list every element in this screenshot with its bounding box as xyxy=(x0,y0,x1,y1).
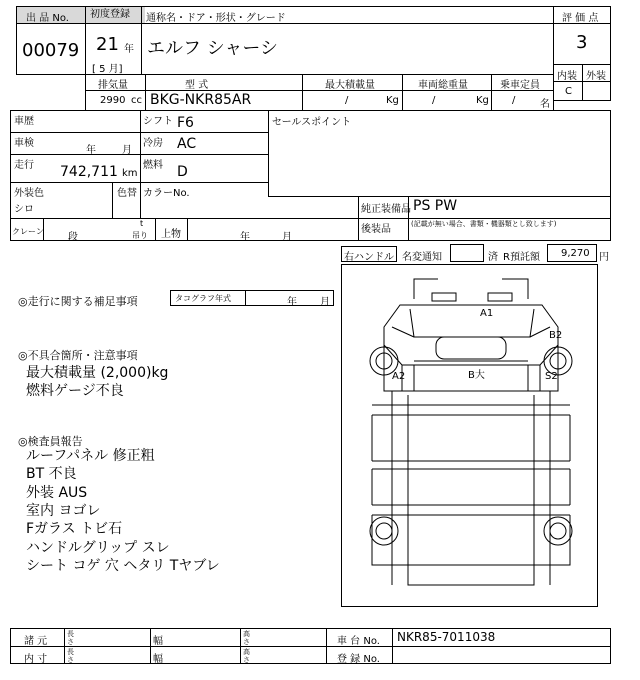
chassis-no-label: 車 台 No. xyxy=(337,636,380,647)
defects-heading: ◎不具合箇所・注意事項 xyxy=(18,349,138,362)
lot-no: 00079 xyxy=(22,40,80,61)
recycle-fee: 9,270 xyxy=(561,248,590,259)
inspector-line: ルーフパネル 修正粗 xyxy=(26,448,155,464)
inspector-heading: ◎検査員報告 xyxy=(18,435,83,448)
inspector-line: Fガラス トビ石 xyxy=(26,521,123,537)
mileage: 742,711 xyxy=(60,164,118,180)
color-change-label: 色替 xyxy=(117,188,137,199)
score: 3 xyxy=(576,32,588,53)
damage-mark-b-large: B大 xyxy=(468,370,485,381)
steering: 右ハンドル xyxy=(344,252,394,263)
inspector-line: 室内 ヨゴレ xyxy=(26,503,101,519)
model-label: 型 式 xyxy=(185,80,209,91)
width-label: 幅 xyxy=(153,654,163,665)
gross-weight-label: 車両総重量 xyxy=(418,80,468,91)
width-label: 幅 xyxy=(153,636,163,647)
length-label: 長さ xyxy=(67,630,74,646)
defect-line: 燃料ゲージ不良 xyxy=(26,383,124,399)
displacement-label: 排気量 xyxy=(98,80,128,91)
truck-diagram xyxy=(341,264,598,607)
length-label: 長さ xyxy=(67,648,74,664)
car-name: エルフ シャーシ xyxy=(147,38,279,59)
damage-mark-b2: B2 xyxy=(549,330,563,341)
fuel-label: 燃料 xyxy=(143,160,163,171)
reg-year-unit: 年 xyxy=(124,44,134,55)
inspector-line: 外装 AUS xyxy=(26,485,88,501)
defect-line: 最大積載量 (2,000)kg xyxy=(26,365,169,381)
inspection-label: 車検 xyxy=(14,138,34,149)
inspection-month-unit: 月 xyxy=(122,145,132,156)
yen-unit: 円 xyxy=(599,252,609,263)
exterior-label: 外装 xyxy=(586,71,606,82)
truck-diagram-drawing xyxy=(342,265,597,606)
upper-month: 月 xyxy=(282,232,292,243)
displacement: 2990 xyxy=(100,95,126,106)
chassis-no: NKR85-7011038 xyxy=(397,630,496,644)
inspector-line: ハンドルグリップ スレ xyxy=(26,540,170,556)
inspection-year-unit: 年 xyxy=(86,145,96,156)
gross-weight-slash: / xyxy=(432,95,436,106)
reg-month: [ 5 月] xyxy=(92,64,123,75)
damage-mark-a1: A1 xyxy=(480,308,494,319)
fuel: D xyxy=(177,164,188,180)
ac: AC xyxy=(177,136,197,152)
lot-no-label: 出 品 No. xyxy=(26,13,69,24)
cc-unit: cc xyxy=(131,95,142,106)
ac-label: 冷房 xyxy=(143,138,163,149)
oem-equipment-label: 純正装備品 xyxy=(361,204,411,215)
inspector-line: シート コゲ 穴 ヘタリ Tヤブレ xyxy=(26,558,220,574)
upper-label: 上物 xyxy=(161,229,181,240)
color-code-label: カラーNo. xyxy=(143,188,190,199)
mileage-label: 走行 xyxy=(14,160,34,171)
max-load-unit: Kg xyxy=(386,95,399,106)
tacho-month: 月 xyxy=(320,297,330,308)
recycle-label: 済 xyxy=(488,252,498,263)
max-load-label: 最大積載量 xyxy=(325,80,375,91)
crane-ton: t xyxy=(140,219,144,228)
aftermarket-label: 後装品 xyxy=(361,224,391,235)
gross-weight-unit: Kg xyxy=(476,95,489,106)
first-reg-label: 初度登録 xyxy=(86,7,145,23)
model: BKG-NKR85AR xyxy=(150,92,252,108)
naisun-label: 内 寸 xyxy=(24,654,48,665)
interior-grade: C xyxy=(565,86,572,97)
damage-mark-a2: A2 xyxy=(392,371,406,382)
shift: F6 xyxy=(177,115,194,131)
reg-year: 21 xyxy=(96,34,119,55)
reg-no-label: 登 録 No. xyxy=(337,654,380,665)
name-change-label: 名変通知 xyxy=(402,252,442,263)
exterior-color: シロ xyxy=(14,204,34,215)
capacity-slash: / xyxy=(512,95,516,106)
oem-equipment: PS PW xyxy=(413,198,458,214)
tacho-year: 年 xyxy=(287,297,297,308)
capacity-unit: 名 xyxy=(540,99,550,110)
aftermarket-note: (記載が無い場合、書類・機器類とし致します) xyxy=(411,220,557,228)
car-name-label: 通称名・ドア・形状・グレード xyxy=(146,13,286,24)
score-label: 評 価 点 xyxy=(562,13,599,24)
recycle-fee-label: R預託額 xyxy=(503,252,540,263)
capacity-label: 乗車定員 xyxy=(500,80,540,91)
height-label: 高さ xyxy=(243,648,250,664)
height-label: 高さ xyxy=(243,630,250,646)
crane-hook: 吊り xyxy=(132,231,148,240)
shoen-label: 諸 元 xyxy=(24,636,48,647)
interior-label: 内装 xyxy=(557,71,577,82)
driving-heading: ◎走行に関する補足事項 xyxy=(18,295,138,308)
crane-stage: 段 xyxy=(68,232,78,243)
tacho-label: タコグラフ年式 xyxy=(175,294,231,303)
damage-mark-s2: S2 xyxy=(545,371,558,382)
shift-label: シフト xyxy=(143,116,173,127)
exterior-color-label: 外装色 xyxy=(14,188,44,199)
crane-label: クレーン xyxy=(12,227,44,236)
max-load-slash: / xyxy=(345,95,349,106)
upper-year: 年 xyxy=(240,232,250,243)
inspector-line: BT 不良 xyxy=(26,466,77,482)
name-change-box xyxy=(450,244,484,262)
sales-point-label: セールスポイント xyxy=(272,117,352,128)
km-unit: km xyxy=(122,168,138,179)
history-label: 車歴 xyxy=(14,116,34,127)
